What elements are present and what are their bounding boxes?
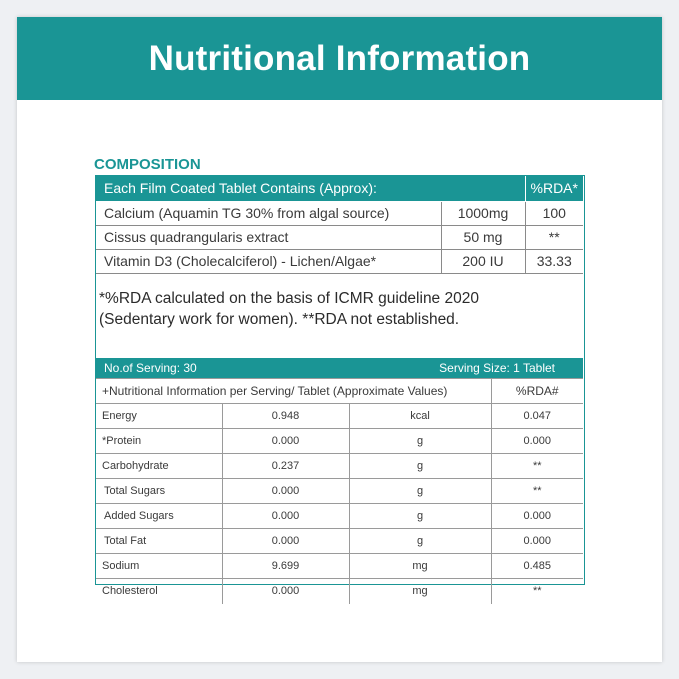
ingredient-amount: 50 mg bbox=[441, 225, 525, 249]
nutrient-value: 9.699 bbox=[222, 554, 349, 579]
composition-header-rda: %RDA* bbox=[525, 176, 583, 201]
nutrient-unit: g bbox=[349, 429, 491, 454]
composition-header-label: Each Film Coated Tablet Contains (Approx): bbox=[96, 176, 525, 201]
nutrient-unit: mg bbox=[349, 554, 491, 579]
table-row bbox=[96, 429, 583, 454]
nutrient-rda: 0.000 bbox=[491, 504, 583, 529]
nutrient-rda: ** bbox=[491, 479, 583, 504]
nutrient-value: 0.000 bbox=[222, 579, 349, 604]
nutrient-rda: 0.000 bbox=[491, 429, 583, 454]
nutrition-header-label: +Nutritional Information per Serving/ Tablet (Approximate Values) bbox=[96, 379, 491, 404]
serving-bar bbox=[96, 358, 583, 378]
nutrient-name: Total Fat bbox=[96, 529, 222, 554]
nutrient-name: Cholesterol bbox=[96, 579, 222, 604]
nutrient-value: 0.000 bbox=[222, 529, 349, 554]
nutrition-header-rda: %RDA# bbox=[491, 379, 583, 404]
rda-note bbox=[99, 288, 579, 330]
table-row bbox=[96, 404, 583, 429]
nutrient-rda: ** bbox=[491, 454, 583, 479]
table-row bbox=[96, 554, 583, 579]
nutrient-value: 0.000 bbox=[222, 429, 349, 454]
nutrition-table bbox=[96, 378, 583, 604]
nutrient-rda: 0.000 bbox=[491, 529, 583, 554]
title-banner bbox=[17, 17, 662, 100]
nutrient-name: Added Sugars bbox=[96, 504, 222, 529]
nutrient-unit: g bbox=[349, 479, 491, 504]
ingredient-name: Vitamin D3 (Cholecalciferol) - Lichen/Algae* bbox=[96, 249, 441, 273]
ingredient-amount: 200 IU bbox=[441, 249, 525, 273]
nutrient-unit: g bbox=[349, 454, 491, 479]
nutrient-rda: 0.047 bbox=[491, 404, 583, 429]
nutrient-name: Energy bbox=[96, 404, 222, 429]
ingredient-name: Calcium (Aquamin TG 30% from algal source) bbox=[96, 201, 441, 225]
nutrient-unit: g bbox=[349, 504, 491, 529]
table-row bbox=[96, 479, 583, 504]
nutrient-name: Carbohydrate bbox=[96, 454, 222, 479]
ingredient-rda: ** bbox=[525, 225, 583, 249]
nutrient-value: 0.948 bbox=[222, 404, 349, 429]
nutrient-name: *Protein bbox=[96, 429, 222, 454]
table-row bbox=[96, 529, 583, 554]
table-row bbox=[96, 249, 583, 273]
nutrient-unit: g bbox=[349, 529, 491, 554]
ingredient-amount: 1000mg bbox=[441, 201, 525, 225]
nutrition-header-row bbox=[96, 379, 583, 404]
info-panel bbox=[95, 175, 585, 598]
ingredient-rda: 100 bbox=[525, 201, 583, 225]
composition-header-row bbox=[96, 176, 583, 201]
nutrient-unit: kcal bbox=[349, 404, 491, 429]
rda-note-line: (Sedentary work for women). **RDA not established. bbox=[99, 311, 460, 328]
table-row bbox=[96, 454, 583, 479]
table-row bbox=[96, 225, 583, 249]
table-row bbox=[96, 201, 583, 225]
nutrient-name: Total Sugars bbox=[96, 479, 222, 504]
nutrient-unit: mg bbox=[349, 579, 491, 604]
composition-table bbox=[96, 176, 583, 274]
table-row bbox=[96, 504, 583, 529]
nutrient-rda: ** bbox=[491, 579, 583, 604]
rda-note-line: *%RDA calculated on the basis of ICMR guideline 2020 bbox=[99, 290, 479, 307]
info-card bbox=[17, 17, 662, 662]
ingredient-name: Cissus quadrangularis extract bbox=[96, 225, 441, 249]
nutrient-value: 0.000 bbox=[222, 504, 349, 529]
nutrient-rda: 0.485 bbox=[491, 554, 583, 579]
nutrient-value: 0.000 bbox=[222, 479, 349, 504]
table-row bbox=[96, 579, 583, 604]
nutrient-value: 0.237 bbox=[222, 454, 349, 479]
serving-count: No.of Serving: 30 bbox=[104, 361, 197, 375]
serving-size: Serving Size: 1 Tablet bbox=[439, 361, 555, 375]
ingredient-rda: 33.33 bbox=[525, 249, 583, 273]
page-title: Nutritional Information bbox=[148, 38, 531, 78]
nutrient-name: Sodium bbox=[96, 554, 222, 579]
composition-title: COMPOSITION bbox=[94, 156, 201, 173]
